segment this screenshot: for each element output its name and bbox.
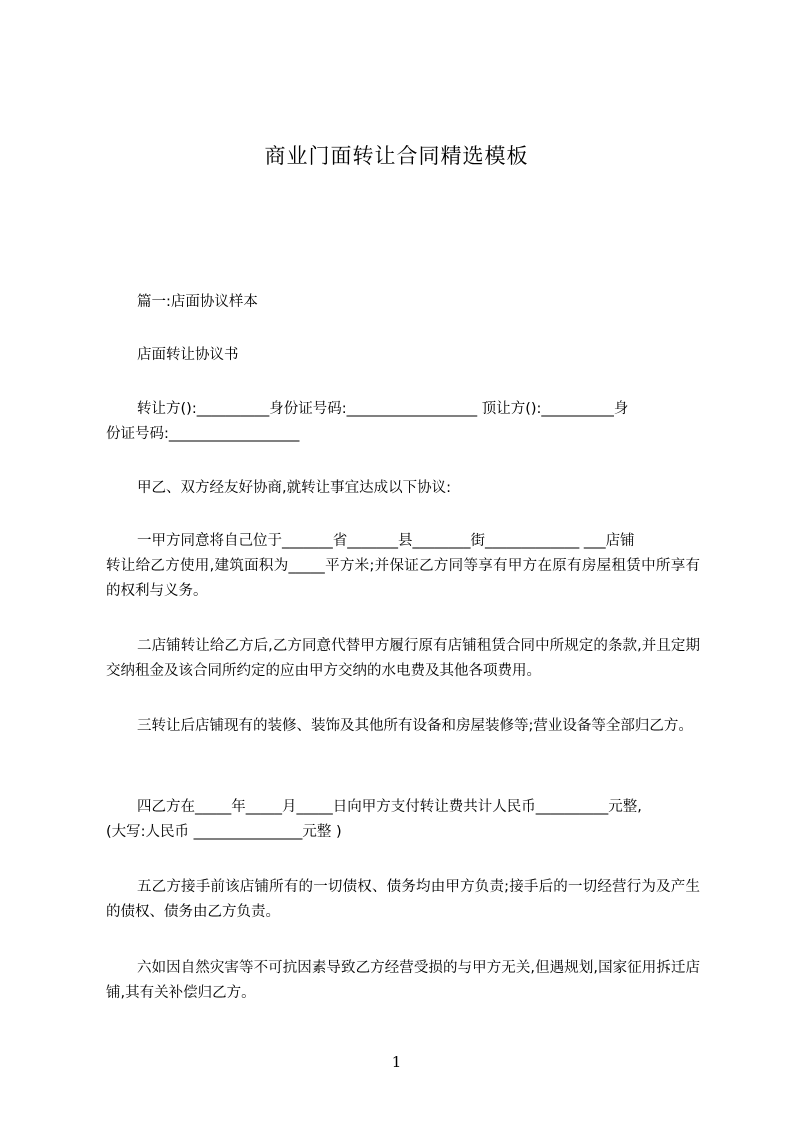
clause-2: 二店铺转让给乙方后,乙方同意代替甲方履行原有店铺租赁合同中所规定的条款,并且定期交纳租金及该合同所约定的应由甲方交纳的水电费及其他各项费用。 <box>106 638 700 679</box>
clause-4-line-1: 四乙方在_____年_____月_____日向甲方支付转让费共计人民币__________元整, <box>137 799 642 815</box>
clause-1-text: 转让给乙方使用,建筑面积为_____平方米;并保证乙方同等享有甲方在原有房屋租赁中所享有的权利与义务。 <box>106 558 700 599</box>
clause-4 <box>106 795 700 845</box>
clause-6: 六如因自然灾害等不可抗因素导致乙方经营受损的与甲方无关,但遇规划,国家征用拆迁店铺,其有关补偿归乙方。 <box>106 960 700 1001</box>
document-title: 商业门面转让合同精选模板 <box>264 144 529 168</box>
clause-1 <box>106 529 700 604</box>
parties-line-2: 份证号码:__________________ <box>106 426 300 442</box>
agreement-title: 店面转让协议书 <box>137 347 239 363</box>
parties-line-1: 转让方():__________身份证号码:__________________ 顶让方():__________身 <box>137 401 629 417</box>
section-heading: 篇一:店面协议样本 <box>137 294 258 310</box>
clause-1-line-1: 一甲方同意将自己位于_______省_______县________街_____________ ___店铺 <box>137 533 635 549</box>
page-number: 1 <box>391 1053 402 1071</box>
clause-3: 三转让后店铺现有的装修、装饰及其他所有设备和房屋装修等;营业设备等全部归乙方。 <box>137 718 693 734</box>
clause-5: 五乙方接手前该店铺所有的一切债权、债务均由甲方负责;接手后的一切经营行为及产生的债权、债务由乙方负责。 <box>106 879 700 920</box>
parties-paragraph <box>106 397 700 447</box>
clause-4-line-2: (大写:人民币 _______________元整 ) <box>106 824 342 840</box>
intro-paragraph: 甲乙、双方经友好协商,就转让事宜达成以下协议: <box>137 480 451 496</box>
